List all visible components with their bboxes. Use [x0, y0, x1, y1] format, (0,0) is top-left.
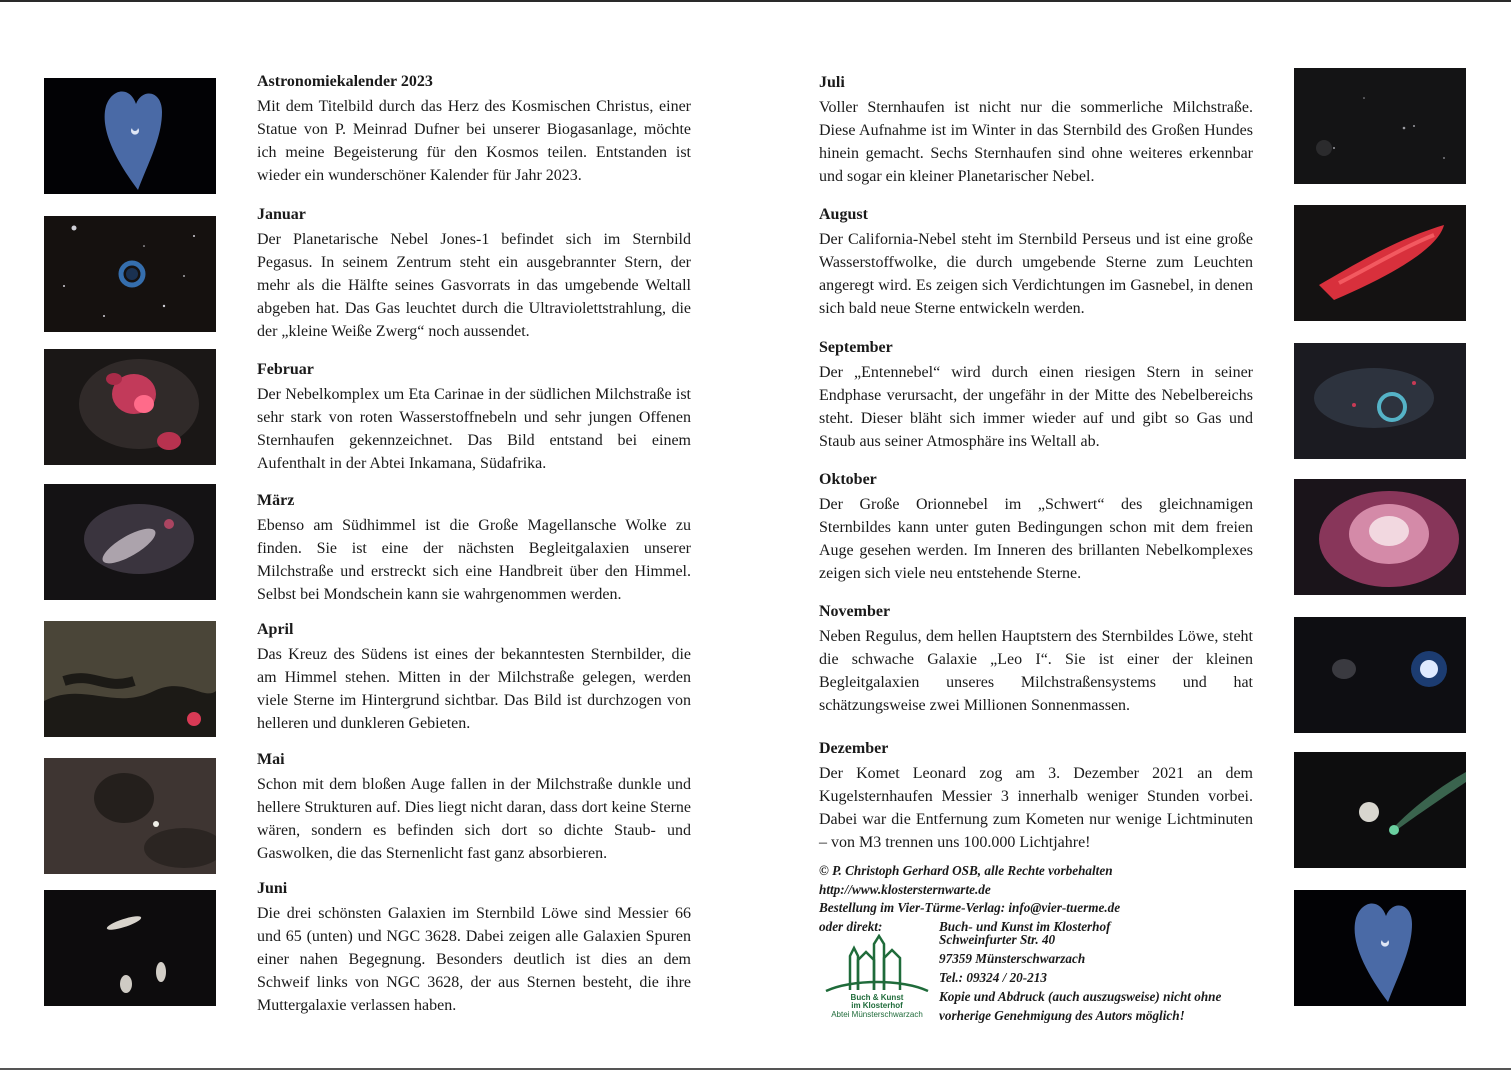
cover-heart-thumbnail	[44, 78, 216, 194]
order-line: Bestellung im Vier-Türme-Verlag: info@vier-tuerme.de	[819, 900, 1121, 915]
back-heart-thumbnail	[1294, 890, 1466, 1006]
month-text: Der Planetarische Nebel Jones-1 befindet sich im Sternbild Pegasus. In seinem Zentrum steht ein ausgebrannter Stern, der mehr als die Hälfte seines Gasvorrats in das umgebende Weltall abgeben hat. Das Gas leuchtet durch die Ultraviolettstrahlung, die der „kleine Weiße Zwerg“ noch aussendet.	[257, 231, 691, 340]
website-link[interactable]: http://www.klostersternwarte.de	[819, 881, 991, 897]
credits-block	[819, 862, 1259, 936]
month-title: Juli	[819, 74, 845, 91]
copyright-line: © P. Christoph Gerhard OSB, alle Rechte vorbehalten	[819, 863, 1113, 878]
month-title: August	[819, 206, 868, 223]
dezember-thumbnail	[1294, 752, 1466, 868]
intro-section	[257, 71, 691, 187]
logo-line-3: Abtei Münsterschwarzach	[831, 1010, 923, 1019]
januar-thumbnail	[44, 216, 216, 332]
month-text: Der Nebelkomplex um Eta Carinae in der südlichen Milchstraße ist sehr stark von roten Wasserstoffnebeln und sehr jungen Offenen Sternhaufen gekennzeichnet. Das Bild entstand bei einem Aufenthalt in der Abtei Inkamana, Südafrika.	[257, 386, 691, 472]
copy-notice-line-1: Kopie und Abdruck (auch auszugsweise) nicht ohne	[939, 989, 1222, 1004]
month-section-oktober	[819, 469, 1253, 585]
month-section-september	[819, 337, 1253, 453]
logo-line-2: im Klosterhof	[851, 1001, 903, 1010]
mai-thumbnail	[44, 758, 216, 874]
month-title: November	[819, 603, 891, 620]
month-section-januar	[257, 204, 691, 343]
month-section-dezember	[819, 738, 1253, 854]
month-section-mai	[257, 749, 691, 865]
monastery-towers-icon	[822, 934, 932, 992]
intro-text: Mit dem Titelbild durch das Herz des Kosmischen Christus, einer Statue von P. Meinrad Dufner bei unserer Biogasanlage, möchte ich meine Begeisterung für den Kosmos teilen. Entstanden ist wieder ein wunderschöner Kalender für Jahr 2023.	[257, 98, 691, 184]
month-section-maerz	[257, 490, 691, 606]
direct-label: oder direkt:	[819, 918, 883, 934]
maerz-thumbnail	[44, 484, 216, 600]
juli-thumbnail	[1294, 68, 1466, 184]
month-title: Mai	[257, 751, 285, 768]
month-title: April	[257, 621, 294, 638]
month-text: Ebenso am Südhimmel ist die Große Magellansche Wolke zu finden. Sie ist eine der nächsten Begleitgalaxien unserer Milchstraße und erstreckt sich eine Handbreit über den Himmel. Selbst bei Mondschein kann sie wahrgenommen werden.	[257, 517, 691, 603]
month-section-august	[819, 204, 1253, 320]
month-title: Dezember	[819, 740, 889, 757]
top-rule	[0, 0, 1511, 2]
juni-thumbnail	[44, 890, 216, 1006]
shop-city: 97359 Münsterschwarzach	[939, 951, 1086, 966]
april-thumbnail	[44, 621, 216, 737]
month-title: März	[257, 492, 295, 509]
month-section-juni	[257, 878, 691, 1017]
shop-street: Schweinfurter Str. 40	[939, 932, 1056, 947]
intro-title: Astronomiekalender 2023	[257, 73, 433, 90]
logo-line-1: Buch & Kunst	[850, 993, 904, 1002]
month-section-februar	[257, 359, 691, 475]
november-thumbnail	[1294, 617, 1466, 733]
month-text: Der „Entennebel“ wird durch einen riesigen Stern in seiner Endphase verursacht, der ungefähr in der Mitte des Nebelbereichs steht. Dieser bläht sich immer wieder auf und gibt so Gas und Staub aus seiner Atmosphäre ins Weltall ab.	[819, 364, 1253, 450]
oktober-thumbnail	[1294, 479, 1466, 595]
shop-address-block	[939, 930, 1259, 1025]
month-title: Juni	[257, 880, 288, 897]
month-text: Schon mit dem bloßen Auge fallen in der Milchstraße dunkle und hellere Strukturen auf. Dies liegt nicht daran, dass dort keine Sterne wären, sondern es befinden sich dort so dichte Staub- und Gaswolken, die das Sternenlicht fast ganz absorbieren.	[257, 776, 691, 862]
month-title: September	[819, 339, 893, 356]
shop-name: Buch- und Kunst im Klosterhof	[939, 918, 1111, 934]
februar-thumbnail	[44, 349, 216, 465]
shop-phone: Tel.: 09324 / 20-213	[939, 970, 1047, 985]
month-text: Neben Regulus, dem hellen Hauptstern des Sternbildes Löwe, steht die schwache Galaxie „Leo I“. Sie ist einer der kleinen Begleitgalaxien unseres Milchstraßensystems und hat schätzungsweise zwei Millionen Sonnenmassen.	[819, 628, 1253, 714]
bottom-rule	[0, 1068, 1511, 1070]
copy-notice-line-2: vorherige Genehmigung des Autors möglich!	[939, 1008, 1185, 1023]
month-section-november	[819, 601, 1253, 717]
month-text: Der Komet Leonard zog am 3. Dezember 2021 an dem Kugelsternhaufen Messier 3 innerhalb weniger Stunden vorbei. Dabei war die Entfernung zum Kometen nur wenige Lichtminuten – von M3 trennen uns 100.000 Lichtjahre!	[819, 765, 1253, 851]
month-section-juli	[819, 72, 1253, 188]
month-text: Der Große Orionnebel im „Schwert“ des gleichnamigen Sternbildes kann unter guten Bedingungen schon mit dem freien Auge gesehen werden. Im Inneren des brillanten Nebelkomplexes zeigen sich viele neu entstehende Sterne.	[819, 496, 1253, 582]
september-thumbnail	[1294, 343, 1466, 459]
month-title: Januar	[257, 206, 306, 223]
august-thumbnail	[1294, 205, 1466, 321]
month-text: Der California-Nebel steht im Sternbild Perseus und ist eine große Wasserstoffwolke, die durch umgebende Sterne zum Leuchten angeregt wird. Es zeigen sich Verdichtungen im Gasnebel, in denen sich bald neue Sterne entwickeln werden.	[819, 231, 1253, 317]
month-section-april	[257, 619, 691, 735]
month-text: Voller Sternhaufen ist nicht nur die sommerliche Milchstraße. Diese Aufnahme ist im Winter in das Sternbild des Großen Hundes hinein gemacht. Sechs Sternhaufen sind ohne weiteres erkennbar und sogar ein kleiner Planetarischer Nebel.	[819, 99, 1253, 185]
month-title: Februar	[257, 361, 314, 378]
month-text: Das Kreuz des Südens ist eines der bekanntesten Sternbilder, die am Himmel stehen. Mitten in der Milchstraße gelegen, werden viele Sterne im Hintergrund sichtbar. Das Bild ist durchzogen von helleren und dunkleren Gebieten.	[257, 646, 691, 732]
month-title: Oktober	[819, 471, 877, 488]
klosterhof-logo	[822, 934, 932, 1020]
month-text: Die drei schönsten Galaxien im Sternbild Löwe sind Messier 66 und 65 (unten) und NGC 3628. Dabei zeigen alle Galaxien Spuren einer nahen Begegnung. Besonders deutlich ist dies an dem Schweif links von NGC 3628, der aus Sternen besteht, die ihre Muttergalaxie verlassen haben.	[257, 905, 691, 1014]
